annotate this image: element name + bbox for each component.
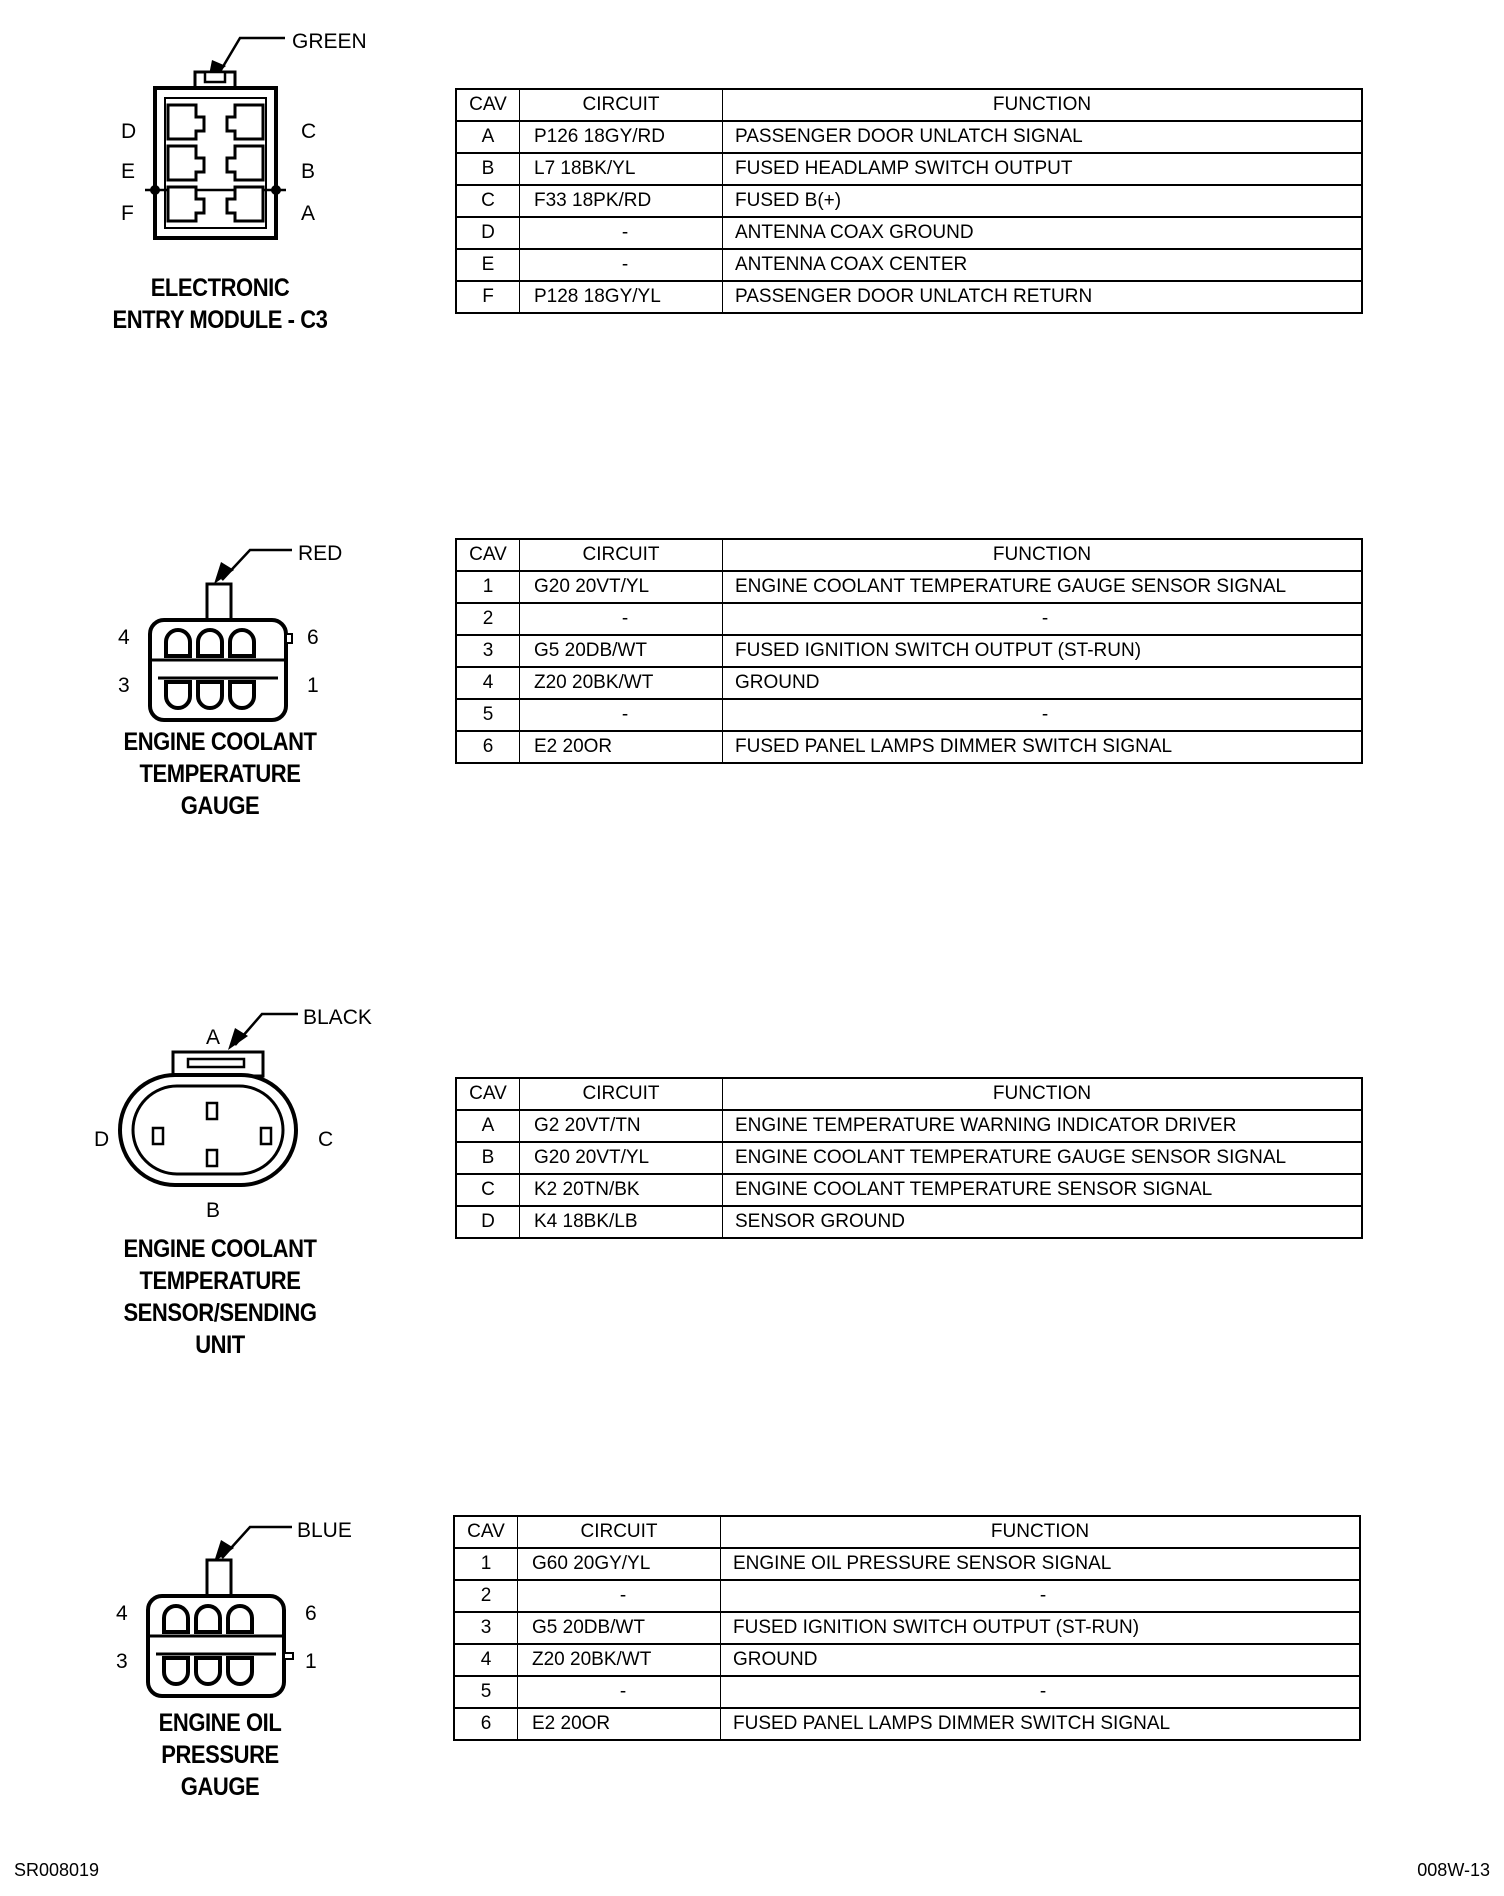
circuit-cell: G20 20VT/YL [520, 1142, 723, 1174]
header-circuit: CIRCUIT [520, 1078, 723, 1110]
c4-pinout-table [453, 1515, 1361, 1741]
header-function: FUNCTION [723, 89, 1363, 121]
function-cell: ENGINE OIL PRESSURE SENSOR SIGNAL [721, 1548, 1361, 1580]
function-cell: ENGINE COOLANT TEMPERATURE GAUGE SENSOR SIGNAL [723, 571, 1363, 603]
table-row [454, 1676, 1360, 1708]
c2-cav-label-1: 1 [307, 674, 319, 697]
c4-cav-label-6: 6 [305, 1602, 317, 1625]
circuit-cell: G5 20DB/WT [518, 1612, 721, 1644]
header-cav: CAV [469, 544, 507, 565]
table-row [454, 1708, 1360, 1740]
c3-cav-label-d: D [94, 1128, 110, 1151]
c3-cav-label-b: B [206, 1199, 221, 1222]
function-cell: GROUND [721, 1644, 1361, 1676]
circuit-cell: Z20 20BK/WT [518, 1644, 721, 1676]
c4-color-label: BLUE [297, 1519, 352, 1542]
circuit-cell: - [520, 699, 723, 731]
circuit-cell: - [518, 1580, 721, 1612]
circuit-cell: - [518, 1676, 721, 1708]
c4-title-line: ENGINE OIL [158, 1709, 282, 1737]
cav-cell: 6 [454, 1708, 518, 1740]
circuit-cell: - [520, 603, 723, 635]
c3-title-line: TEMPERATURE [139, 1267, 301, 1295]
cav-cell: 3 [456, 635, 520, 667]
header-cav: CAV [469, 94, 507, 115]
function-cell: FUSED PANEL LAMPS DIMMER SWITCH SIGNAL [723, 731, 1363, 763]
cav-cell: B [456, 1142, 520, 1174]
c2-cav-label-6: 6 [307, 626, 319, 649]
function-cell: FUSED HEADLAMP SWITCH OUTPUT [723, 153, 1363, 185]
circuit-cell: G2 20VT/TN [520, 1110, 723, 1142]
table-row [454, 1548, 1360, 1580]
circuit-cell: K2 20TN/BK [520, 1174, 723, 1206]
circuit-cell: E2 20OR [518, 1708, 721, 1740]
c4-title [79, 1707, 361, 1803]
circuit-cell: P128 18GY/YL [520, 281, 723, 313]
cav-cell: 6 [456, 731, 520, 763]
circuit-cell: F33 18PK/RD [520, 185, 723, 217]
circuit-cell: Z20 20BK/WT [520, 667, 723, 699]
c2-title-line: TEMPERATURE [139, 760, 301, 788]
header-circuit: CIRCUIT [518, 1516, 721, 1548]
function-cell: FUSED PANEL LAMPS DIMMER SWITCH SIGNAL [721, 1708, 1361, 1740]
cav-cell: C [456, 185, 520, 217]
c1-cav-label-c: C [301, 120, 317, 143]
circuit-cell: G20 20VT/YL [520, 571, 723, 603]
function-cell: - [723, 699, 1363, 731]
function-cell: GROUND [723, 667, 1363, 699]
c1-cav-label-f: F [121, 202, 134, 225]
function-cell: ENGINE COOLANT TEMPERATURE GAUGE SENSOR SIGNAL [723, 1142, 1363, 1174]
header-function: FUNCTION [721, 1516, 1361, 1548]
circuit-cell: - [520, 249, 723, 281]
c4-cav-label-4: 4 [116, 1602, 128, 1625]
c1-cav-label-b: B [301, 160, 316, 183]
cav-cell: E [456, 249, 520, 281]
circuit-cell: - [520, 217, 723, 249]
c1-color-label: GREEN [292, 30, 367, 53]
c4-title-line: GAUGE [180, 1773, 260, 1801]
header-circuit: CIRCUIT [520, 539, 723, 571]
cav-cell: D [456, 217, 520, 249]
cav-cell: B [456, 153, 520, 185]
cav-cell: 5 [456, 699, 520, 731]
c3-cav-label-a: A [206, 1026, 221, 1049]
function-cell: SENSOR GROUND [723, 1206, 1363, 1238]
c4-title-line: PRESSURE [161, 1741, 279, 1769]
circuit-cell: E2 20OR [520, 731, 723, 763]
function-cell: PASSENGER DOOR UNLATCH SIGNAL [723, 121, 1363, 153]
function-cell: PASSENGER DOOR UNLATCH RETURN [723, 281, 1363, 313]
circuit-cell: G60 20GY/YL [518, 1548, 721, 1580]
cav-cell: 1 [456, 571, 520, 603]
c2-title-line: GAUGE [180, 792, 260, 820]
c2-title-line: ENGINE COOLANT [123, 728, 317, 756]
c1-title-line: ENTRY MODULE - C3 [112, 306, 328, 334]
c2-color-label: RED [298, 542, 343, 565]
header-function: FUNCTION [723, 1078, 1363, 1110]
c4-cav-label-3: 3 [116, 1650, 128, 1673]
c1-cav-label-d: D [121, 120, 137, 143]
function-cell: ANTENNA COAX GROUND [723, 217, 1363, 249]
header-circuit: CIRCUIT [520, 89, 723, 121]
function-cell: ANTENNA COAX CENTER [723, 249, 1363, 281]
c3-color-label: BLACK [303, 1006, 372, 1029]
circuit-cell: G5 20DB/WT [520, 635, 723, 667]
function-cell: FUSED B(+) [723, 185, 1363, 217]
cav-cell: A [456, 1110, 520, 1142]
table-row [454, 1612, 1360, 1644]
table-row [454, 1580, 1360, 1612]
cav-cell: D [456, 1206, 520, 1238]
footer-left-code: SR008019 [14, 1860, 100, 1880]
function-cell: - [721, 1580, 1361, 1612]
circuit-cell: L7 18BK/YL [520, 153, 723, 185]
cav-cell: 4 [456, 667, 520, 699]
cav-cell: 2 [456, 603, 520, 635]
function-cell: FUSED IGNITION SWITCH OUTPUT (ST-RUN) [723, 635, 1363, 667]
function-cell: ENGINE TEMPERATURE WARNING INDICATOR DRIVER [723, 1110, 1363, 1142]
header-cav: CAV [467, 1521, 505, 1542]
c3-cav-label-c: C [318, 1128, 334, 1151]
cav-cell: 1 [454, 1548, 518, 1580]
function-cell: ENGINE COOLANT TEMPERATURE SENSOR SIGNAL [723, 1174, 1363, 1206]
cav-cell: F [456, 281, 520, 313]
c3-title-line: ENGINE COOLANT [123, 1235, 317, 1263]
c3-title-line: UNIT [195, 1331, 245, 1359]
function-cell: FUSED IGNITION SWITCH OUTPUT (ST-RUN) [721, 1612, 1361, 1644]
function-cell: - [721, 1676, 1361, 1708]
circuit-cell: K4 18BK/LB [520, 1206, 723, 1238]
table-row [454, 1644, 1360, 1676]
cav-cell: 5 [454, 1676, 518, 1708]
c2-cav-label-4: 4 [118, 626, 130, 649]
c2-cav-label-3: 3 [118, 674, 130, 697]
cav-cell: 2 [454, 1580, 518, 1612]
circuit-cell: P126 18GY/RD [520, 121, 723, 153]
c1-title-line: ELECTRONIC [150, 274, 290, 302]
footer-right-code: 008W-13 [1417, 1860, 1490, 1880]
header-cav: CAV [469, 1083, 507, 1104]
cav-cell: C [456, 1174, 520, 1206]
c1-cav-label-e: E [121, 160, 136, 183]
function-cell: - [723, 603, 1363, 635]
cav-cell: 4 [454, 1644, 518, 1676]
c3-title-line: SENSOR/SENDING [123, 1299, 317, 1327]
cav-cell: 3 [454, 1612, 518, 1644]
cav-cell: A [456, 121, 520, 153]
header-function: FUNCTION [723, 539, 1363, 571]
c1-cav-label-a: A [301, 202, 316, 225]
c4-cav-label-1: 1 [305, 1650, 317, 1673]
